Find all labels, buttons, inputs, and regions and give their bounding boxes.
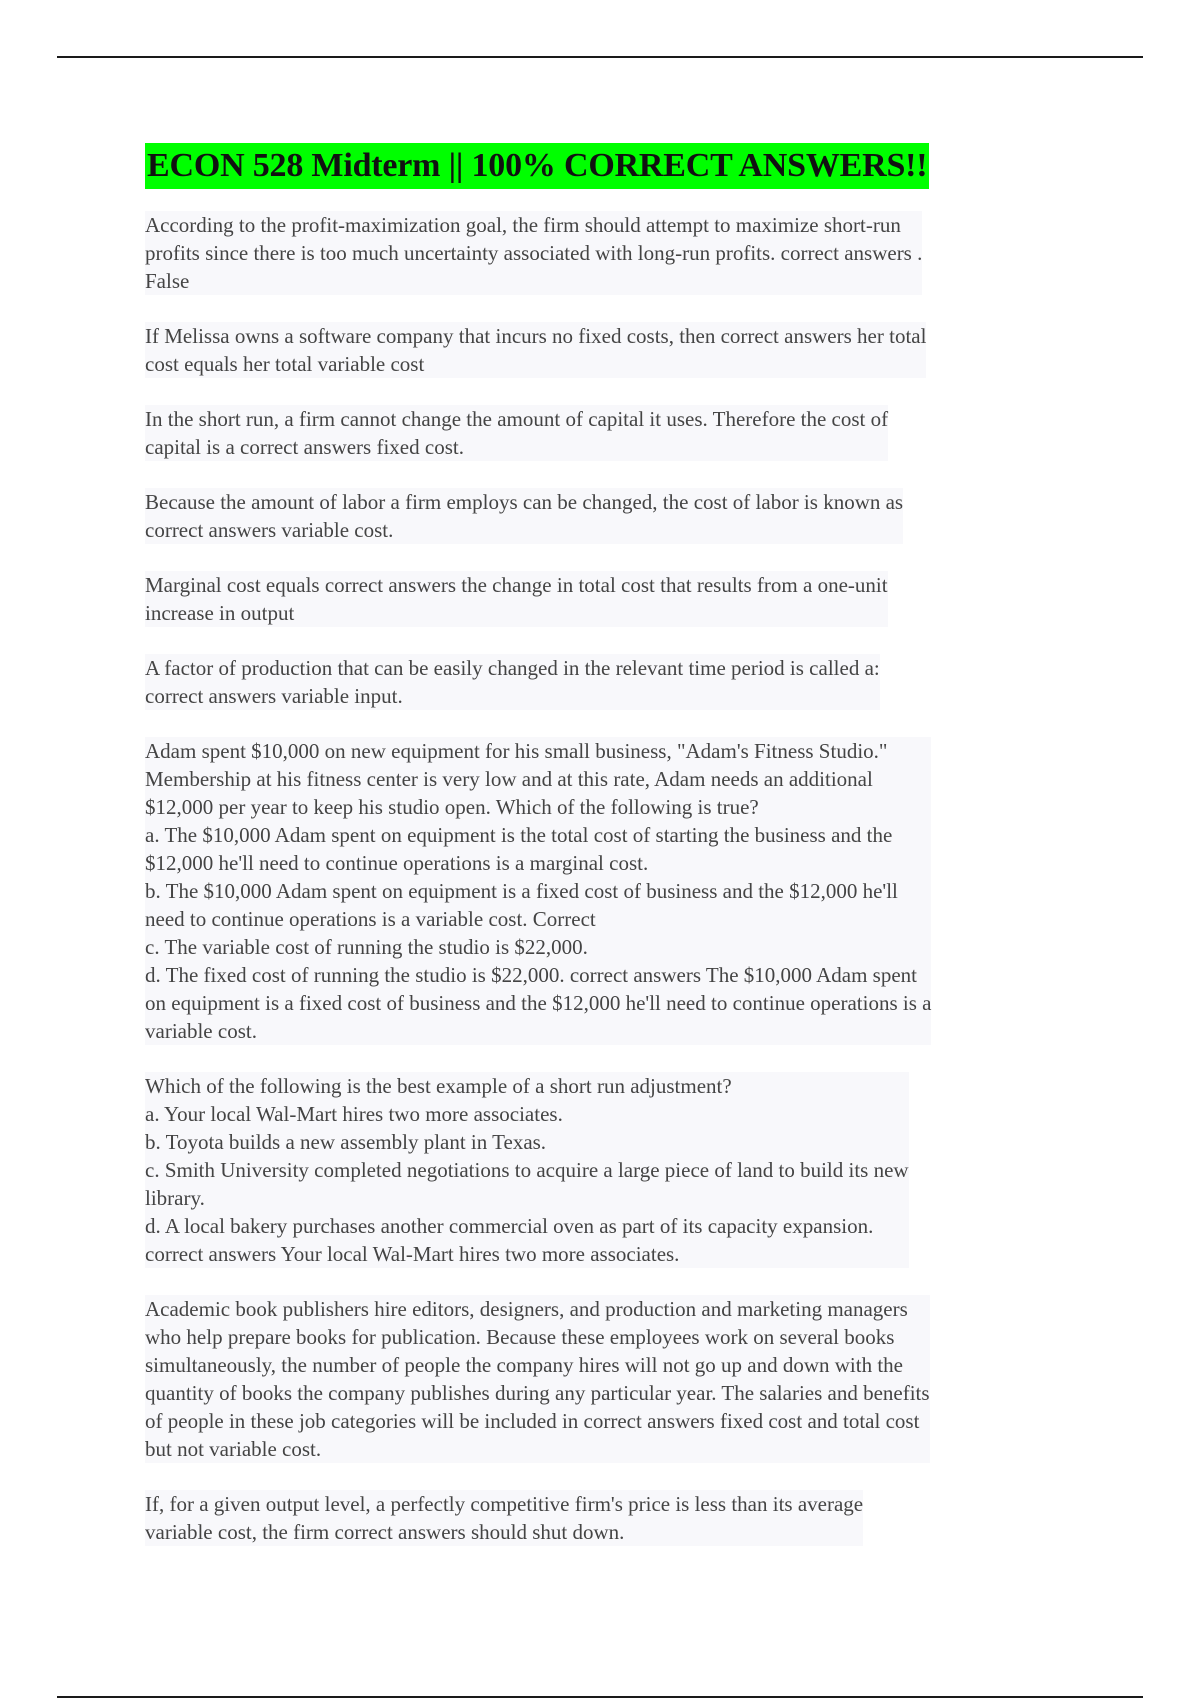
qa-line: library. <box>145 1186 205 1210</box>
qa-line: Membership at his fitness center is very low and at this rate, Adam needs an additional <box>145 767 873 791</box>
qa-line: Marginal cost equals correct answers the change in total cost that results from a one-unit <box>145 573 888 597</box>
qa-line: False <box>145 269 190 293</box>
qa-item <box>145 405 888 461</box>
qa-line: Adam spent $10,000 on new equipment for his small business, "Adam's Fitness Studio." <box>145 739 888 763</box>
qa-line: variable cost. <box>145 1019 257 1043</box>
qa-line: c. The variable cost of running the studio is $22,000. <box>145 935 588 959</box>
qa-item <box>145 737 931 1045</box>
qa-item <box>145 654 880 710</box>
qa-item <box>145 1072 909 1268</box>
qa-item <box>145 488 903 544</box>
qa-line: d. A local bakery purchases another commercial oven as part of its capacity expansion. <box>145 1214 874 1238</box>
qa-line: increase in output <box>145 601 295 625</box>
qa-line: cost equals her total variable cost <box>145 352 425 376</box>
qa-line: a. The $10,000 Adam spent on equipment is the total cost of starting the business and the <box>145 823 893 847</box>
qa-item <box>145 1490 863 1546</box>
qa-line: a. Your local Wal-Mart hires two more associates. <box>145 1102 563 1126</box>
qa-line: Academic book publishers hire editors, designers, and production and marketing managers <box>145 1297 908 1321</box>
qa-line: According to the profit-maximization goal, the firm should attempt to maximize short-run <box>145 213 901 237</box>
qa-line: correct answers Your local Wal-Mart hires two more associates. <box>145 1242 680 1266</box>
qa-line: need to continue operations is a variable cost. Correct <box>145 907 596 931</box>
qa-line: d. The fixed cost of running the studio is $22,000. correct answers The $10,000 Adam spent <box>145 963 918 987</box>
qa-line: variable cost, the firm correct answers should shut down. <box>145 1520 625 1544</box>
qa-line: profits since there is too much uncertainty associated with long-run profits. correct answers . <box>145 241 923 265</box>
document-title: ECON 528 Midterm || 100% CORRECT ANSWERS!! <box>145 143 929 189</box>
qa-item <box>145 1295 930 1463</box>
qa-item <box>145 211 922 295</box>
qa-line: on equipment is a fixed cost of business and the $12,000 he'll need to continue operations is a <box>145 991 932 1015</box>
qa-line: If, for a given output level, a perfectly competitive firm's price is less than its average <box>145 1492 864 1516</box>
qa-line: simultaneously, the number of people the company hires will not go up and down with the <box>145 1353 903 1377</box>
qa-line: Because the amount of labor a firm employs can be changed, the cost of labor is known as <box>145 490 904 514</box>
qa-line: $12,000 per year to keep his studio open. Which of the following is true? <box>145 795 759 819</box>
qa-line: A factor of production that can be easily changed in the relevant time period is called a: <box>145 656 880 680</box>
qa-line: but not variable cost. <box>145 1437 322 1461</box>
qa-line: In the short run, a firm cannot change the amount of capital it uses. Therefore the cost of <box>145 407 889 431</box>
qa-line: of people in these job categories will be included in correct answers fixed cost and total cost <box>145 1409 920 1433</box>
qa-line: b. Toyota builds a new assembly plant in Texas. <box>145 1130 547 1154</box>
qa-line: If Melissa owns a software company that incurs no fixed costs, then correct answers her total <box>145 324 927 348</box>
qa-line: correct answers variable cost. <box>145 518 394 542</box>
top-rule <box>57 56 1143 58</box>
qa-line: correct answers variable input. <box>145 684 403 708</box>
qa-line: who help prepare books for publication. Because these employees work on several books <box>145 1325 895 1349</box>
qa-list <box>145 211 1065 1546</box>
qa-line: b. The $10,000 Adam spent on equipment is a fixed cost of business and the $12,000 he'll <box>145 879 898 903</box>
qa-line: quantity of books the company publishes during any particular year. The salaries and benefits <box>145 1381 930 1405</box>
qa-line: Which of the following is the best example of a short run adjustment? <box>145 1074 732 1098</box>
bottom-rule <box>57 1696 1143 1698</box>
qa-item <box>145 322 926 378</box>
qa-line: $12,000 he'll need to continue operations is a marginal cost. <box>145 851 649 875</box>
qa-item <box>145 571 888 627</box>
qa-line: capital is a correct answers fixed cost. <box>145 435 464 459</box>
document-body <box>145 143 1065 1573</box>
qa-line: c. Smith University completed negotiations to acquire a large piece of land to build its new <box>145 1158 909 1182</box>
